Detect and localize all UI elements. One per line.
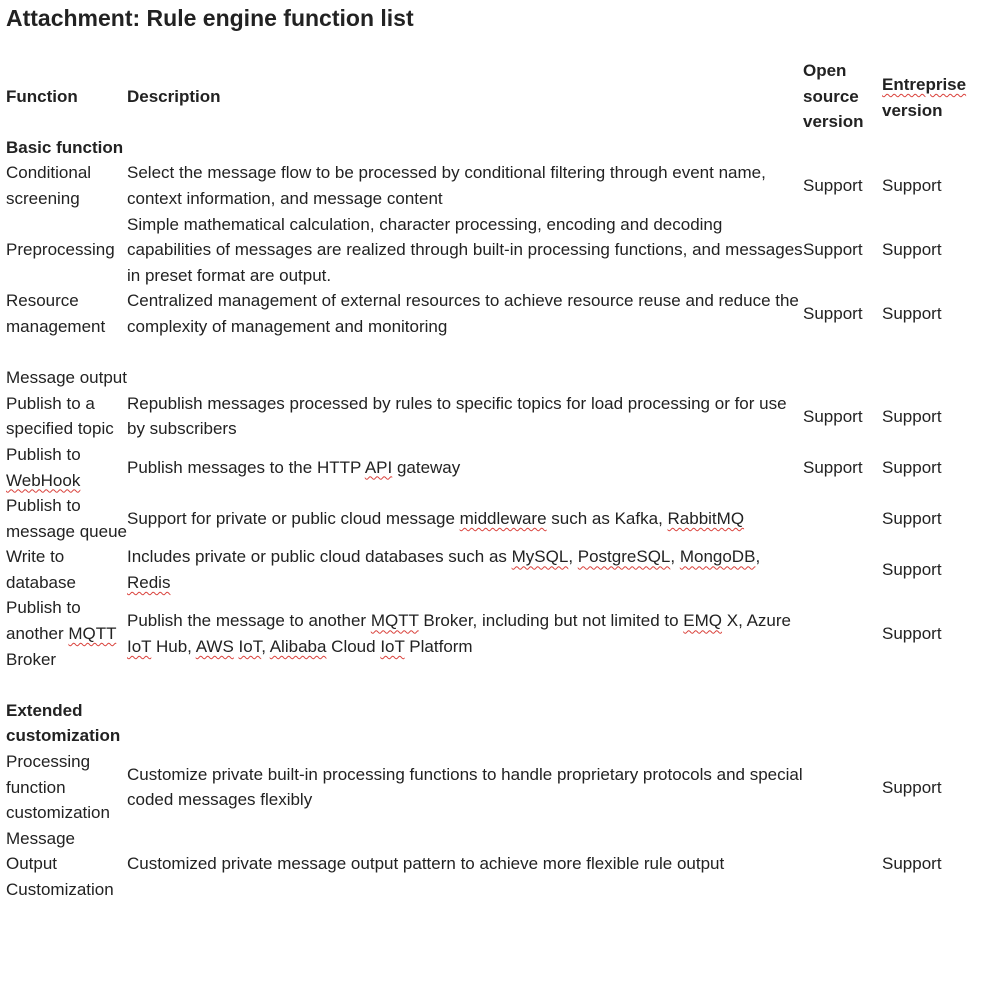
- function-cell: Resource management: [6, 291, 106, 336]
- function-cell: Publish to a specified topic: [6, 393, 114, 439]
- spell-marked-word: PostgreSQL: [577, 547, 671, 567]
- page-title: Attachment: Rule engine function list: [6, 5, 414, 31]
- open-source-cell: [803, 493, 882, 544]
- description-cell: Support for private or public cloud message middleware such as Kafka, RabbitMQ: [127, 508, 745, 528]
- spell-marked-word: WebHook: [6, 470, 81, 490]
- description-cell: Includes private or public cloud databases such as MySQL, PostgreSQL, MongoDB, Redis: [127, 547, 761, 592]
- function-cell: Publish to WebHook: [6, 444, 81, 490]
- table-row: [6, 749, 992, 826]
- function-cell: Message Output Customization: [6, 828, 114, 899]
- table-row: [6, 826, 992, 903]
- table-header-row: [6, 58, 992, 135]
- enterprise-cell: Support: [882, 406, 942, 426]
- open-source-cell: Support: [803, 304, 863, 324]
- section-name: Basic function: [6, 137, 124, 157]
- spell-marked-word: API: [364, 457, 393, 477]
- enterprise-cell: Support: [882, 560, 942, 580]
- spacer-row: [6, 340, 992, 366]
- enterprise-cell: Support: [882, 304, 942, 324]
- description-cell: Customize private built-in processing functions to handle proprietary protocols and special coded messages flexibly: [127, 764, 803, 810]
- spell-marked-word: IoT: [380, 636, 405, 656]
- function-cell: Write to database: [6, 547, 76, 592]
- open-source-cell: Support: [803, 457, 863, 477]
- spell-marked-word: MQTT: [68, 624, 117, 644]
- description-cell: Customized private message output pattern to achieve more flexible rule output: [127, 854, 725, 874]
- function-table: [6, 58, 992, 903]
- spell-marked-word: RabbitMQ: [667, 508, 745, 528]
- section-row: [6, 135, 992, 161]
- header-enterprise: Entreprise version: [882, 75, 967, 120]
- table-row: [6, 442, 992, 493]
- spell-marked-word: Redis: [127, 572, 171, 592]
- spacer-row: [6, 672, 992, 698]
- enterprise-cell: Support: [882, 508, 942, 528]
- function-cell: Conditional screening: [6, 163, 92, 208]
- spell-marked-word: middleware: [459, 508, 547, 528]
- description-cell: Select the message flow to be processed by conditional filtering through event name, context information, and message content: [127, 163, 766, 208]
- spell-marked-word: Alibaba: [269, 636, 327, 656]
- open-source-cell: Support: [803, 406, 863, 426]
- enterprise-cell: Support: [882, 854, 942, 874]
- description-cell: Centralized management of external resources to achieve resource reuse and reduce the complexity of management and monitoring: [127, 291, 799, 336]
- open-source-cell: Support: [803, 176, 863, 196]
- section-name: Extended customization: [6, 700, 121, 746]
- header-enterprise-word: Entreprise: [882, 75, 967, 94]
- function-cell: Preprocessing: [6, 240, 115, 260]
- section-row: [6, 698, 992, 749]
- enterprise-cell: Support: [882, 240, 942, 260]
- header-description: Description: [127, 86, 221, 106]
- spell-marked-word: MongoDB: [679, 547, 756, 567]
- enterprise-cell: Support: [882, 624, 942, 644]
- open-source-cell: [803, 595, 882, 672]
- function-cell: Publish to another MQTT Broker: [6, 598, 117, 669]
- section-row: [6, 365, 992, 391]
- table-row: [6, 544, 992, 595]
- spell-marked-word: MQTT: [370, 611, 419, 631]
- table-row: [6, 212, 992, 289]
- open-source-cell: [803, 544, 882, 595]
- description-cell: Publish messages to the HTTP API gateway: [127, 457, 461, 477]
- open-source-cell: Support: [803, 240, 863, 260]
- header-function: Function: [6, 86, 78, 106]
- enterprise-cell: Support: [882, 176, 942, 196]
- table-row: [6, 160, 992, 211]
- document-page: [6, 0, 996, 903]
- header-open-source: Open source version: [803, 61, 864, 132]
- enterprise-cell: Support: [882, 777, 942, 797]
- spell-marked-word: AWS: [195, 636, 234, 656]
- spell-marked-word: EMQ: [683, 611, 723, 631]
- open-source-cell: [803, 826, 882, 903]
- spell-marked-word: MySQL: [511, 547, 569, 567]
- table-row: [6, 288, 992, 339]
- description-cell: Publish the message to another MQTT Broker, including but not limited to EMQ X, Azure IoT Hub, AWS IoT, Alibaba Cloud IoT Platform: [127, 611, 791, 656]
- function-cell: Processing function customization: [6, 752, 110, 823]
- description-cell: Republish messages processed by rules to specific topics for load processing or for use by subscribers: [127, 393, 787, 439]
- spell-marked-word: IoT: [238, 636, 262, 656]
- function-cell: Publish to message queue: [6, 496, 127, 541]
- spell-marked-word: IoT: [127, 636, 152, 656]
- table-row: [6, 595, 992, 672]
- description-cell: Simple mathematical calculation, character processing, encoding and decoding capabilities of messages are realized through built-in processing functions, and messages in preset format are output.: [127, 214, 803, 285]
- table-row: [6, 493, 992, 544]
- enterprise-cell: Support: [882, 457, 942, 477]
- section-name: Message output: [6, 368, 127, 388]
- table-row: [6, 391, 992, 442]
- open-source-cell: [803, 749, 882, 826]
